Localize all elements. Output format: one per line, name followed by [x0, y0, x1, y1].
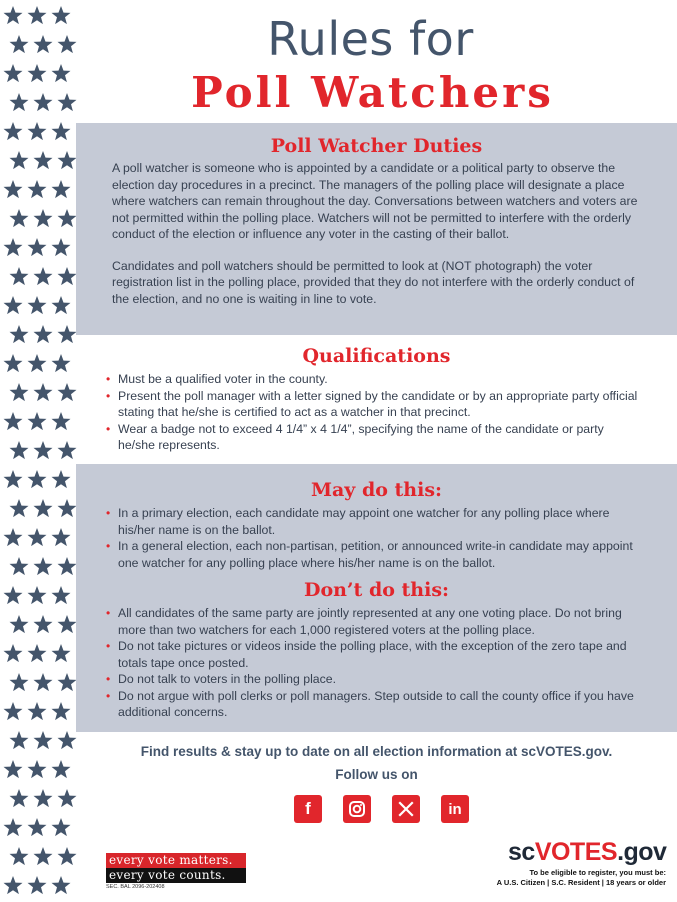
star-icon	[52, 528, 71, 546]
star-icon	[10, 731, 29, 749]
star-icon	[52, 876, 71, 894]
star-icon	[52, 702, 71, 720]
qualifications-section	[76, 345, 677, 454]
star-icon	[4, 354, 23, 372]
star-icon	[58, 383, 77, 401]
qualifications-heading: Qualifications	[302, 345, 451, 367]
star-icon	[4, 586, 23, 604]
star-icon	[10, 557, 29, 575]
star-icon	[52, 412, 71, 430]
star-icon	[28, 354, 47, 372]
star-icon	[58, 557, 77, 575]
star-icon	[10, 325, 29, 343]
linkedin-icon[interactable]: in	[441, 795, 469, 823]
star-icon	[4, 644, 23, 662]
may-do-list	[106, 505, 641, 571]
star-icon	[34, 325, 53, 343]
list-item: • In a general election, each non-partisan, petition, or announced write-in candidate may appoint one watcher for any polling place where his/her name is on the ballot.	[106, 539, 633, 570]
star-icon	[52, 238, 71, 256]
star-border	[0, 0, 78, 902]
list-item: • All candidates of the same party are jointly represented at any one voting place. Do not bring more than two watchers for each 1,000 registered voters at the polling place.	[106, 606, 622, 637]
star-icon	[10, 383, 29, 401]
star-icon	[10, 615, 29, 633]
star-icon	[4, 412, 23, 430]
duties-panel	[76, 123, 677, 335]
star-icon	[58, 615, 77, 633]
list-item: • In a primary election, each candidate may appoint one watcher for any polling place where his/her name is on the ballot.	[106, 506, 610, 537]
x-icon[interactable]	[392, 795, 420, 823]
star-icon	[4, 238, 23, 256]
star-icon	[52, 586, 71, 604]
star-icon	[34, 383, 53, 401]
star-icon	[10, 93, 29, 111]
list-item: • Do not take pictures or videos inside the polling place, with the exception of the zero tape and totals tape once posted.	[106, 639, 627, 670]
star-icon	[28, 644, 47, 662]
star-icon	[28, 412, 47, 430]
scvotes-logo[interactable]: scVOTES.gov	[508, 838, 667, 866]
slogan-line-2: every vote counts.	[106, 868, 246, 883]
star-icon	[28, 586, 47, 604]
star-icon	[28, 296, 47, 314]
star-icon	[34, 673, 53, 691]
star-icon	[4, 122, 23, 140]
facebook-icon[interactable]: f	[294, 795, 322, 823]
follow-us-text: Follow us on	[335, 767, 418, 782]
star-icon	[10, 35, 29, 53]
dont-do-list	[106, 605, 643, 721]
star-icon	[58, 325, 77, 343]
instagram-icon[interactable]	[343, 795, 371, 823]
star-icon	[58, 267, 77, 285]
star-icon	[4, 64, 23, 82]
duties-heading: Poll Watcher Duties	[270, 135, 483, 157]
page-title-line2: Poll Watchers	[191, 68, 554, 117]
list-item: • Must be a qualified voter in the county.	[106, 372, 328, 386]
star-icon	[58, 499, 77, 517]
star-icon	[10, 673, 29, 691]
star-icon	[4, 470, 23, 488]
star-icon	[4, 760, 23, 778]
star-icon	[58, 731, 77, 749]
list-item: • Wear a badge not to exceed 4 1/4” x 4 1/4”, specifying the name of the candidate or party he/she represents.	[106, 421, 604, 452]
star-icon	[34, 441, 53, 459]
star-icon	[52, 122, 71, 140]
star-icon	[52, 354, 71, 372]
star-icon	[34, 731, 53, 749]
slogan-logo	[106, 853, 246, 890]
dont-do-heading: Don’t do this:	[303, 579, 450, 601]
eligibility-note: To be eligible to register, you must be: A U.S. Citizen | S.C. Resident | 18 years or older	[496, 868, 666, 887]
star-icon	[58, 673, 77, 691]
star-icon	[34, 151, 53, 169]
star-icon	[28, 122, 47, 140]
star-icon	[10, 499, 29, 517]
star-icon	[58, 789, 77, 807]
star-icon	[10, 789, 29, 807]
page-title-line1: Rules for	[267, 12, 474, 66]
star-icon	[34, 499, 53, 517]
star-icon	[4, 6, 23, 24]
list-item: • Do not argue with poll clerks or poll managers. Step outside to call the county office if you have additional concerns.	[106, 688, 634, 719]
star-icon	[52, 296, 71, 314]
star-icon	[34, 847, 53, 865]
star-icon	[28, 760, 47, 778]
star-icon	[52, 470, 71, 488]
star-icon	[58, 209, 77, 227]
rules-panel	[76, 464, 677, 732]
star-icon	[58, 441, 77, 459]
star-icon	[4, 876, 23, 894]
star-icon	[10, 151, 29, 169]
qualifications-list	[106, 371, 643, 454]
list-item: • Present the poll manager with a letter signed by the candidate or by an appropriate party official stating that he/she is certified to act as a watcher in that precinct.	[106, 388, 638, 419]
star-icon	[28, 470, 47, 488]
star-icon	[28, 180, 47, 198]
star-icon	[28, 876, 47, 894]
star-icon	[4, 818, 23, 836]
star-icon	[58, 847, 77, 865]
list-item: • Do not talk to voters in the polling place.	[106, 672, 337, 686]
duties-paragraph-1: A poll watcher is someone who is appointed by a candidate or a political party to observe the election day procedures in a precinct. The managers of the polling place will designate a place where watchers can remain throughout the day. Conversations between watchers and voters are not permitted within the polling place. Watchers will not be permitted to interfere with the orderly conduct of the election or influence any voter in the casting of their ballot.	[112, 161, 638, 241]
star-icon	[52, 644, 71, 662]
star-icon	[58, 151, 77, 169]
star-icon	[4, 180, 23, 198]
duties-paragraph-2: Candidates and poll watchers should be permitted to look at (NOT photograph) the voter registration list in the polling place, provided that they do not interfere with the orderly conduct of the election, and no one is waiting in line to vote.	[112, 258, 635, 306]
star-icon	[52, 818, 71, 836]
results-link-text[interactable]: Find results & stay up to date on all election information at scVOTES.gov.	[140, 744, 613, 759]
star-icon	[4, 528, 23, 546]
star-icon	[28, 818, 47, 836]
star-icon	[34, 267, 53, 285]
star-icon	[28, 238, 47, 256]
slogan-line-1: every vote matters.	[106, 853, 246, 868]
star-icon	[28, 528, 47, 546]
star-icon	[34, 557, 53, 575]
may-do-heading: May do this:	[310, 479, 443, 501]
document-code: SEC. BAL 2096-202408	[106, 884, 165, 890]
star-icon	[4, 296, 23, 314]
star-icon	[52, 180, 71, 198]
star-icon	[10, 847, 29, 865]
star-icon	[52, 760, 71, 778]
star-icon	[10, 441, 29, 459]
star-icon	[34, 615, 53, 633]
star-icon	[10, 209, 29, 227]
star-icon	[28, 702, 47, 720]
star-icon	[10, 267, 29, 285]
star-icon	[34, 209, 53, 227]
star-icon	[4, 702, 23, 720]
star-icon	[34, 789, 53, 807]
